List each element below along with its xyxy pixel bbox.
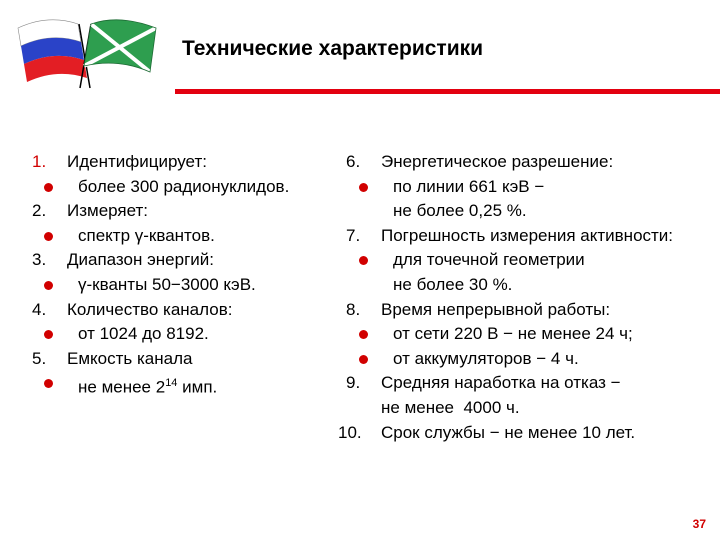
item-number: 5.: [32, 348, 47, 368]
item-number: 6.: [346, 152, 361, 171]
item-text: Идентифицирует:: [67, 152, 207, 171]
sub-item-text-prefix: не менее 2: [78, 378, 166, 397]
bullet-icon: [44, 379, 53, 388]
item-number: 1.: [32, 152, 47, 171]
item-number: 7.: [346, 225, 361, 245]
sub-item-continuation: [338, 199, 720, 224]
sub-item: [338, 322, 720, 347]
list-item: [338, 421, 720, 446]
bullet-icon: [359, 256, 368, 265]
sub-item-text: от 1024 до 8192.: [78, 324, 209, 344]
item-text: не менее 4000 ч.: [381, 397, 520, 417]
sub-item-text: γ-кванты 50−3000 кэВ.: [78, 274, 256, 294]
list-item: [20, 199, 360, 224]
bullet-icon: [359, 355, 368, 364]
item-text: Средняя наработка на отказ −: [381, 373, 621, 393]
list-item: [338, 224, 720, 249]
left-column: [20, 150, 360, 401]
bullet-icon: [44, 183, 53, 192]
sub-item: [20, 371, 360, 400]
title-divider: [175, 89, 720, 94]
sub-item-text: спектр γ-квантов.: [78, 225, 215, 245]
list-item: [20, 347, 360, 372]
sub-item: [20, 224, 360, 249]
item-number: 10.: [338, 422, 362, 442]
item-text: Срок службы − не менее 10 лет.: [381, 422, 636, 442]
green-ensign-flag-icon: [80, 20, 156, 88]
item-number: 4.: [32, 299, 47, 319]
flags-logo: [8, 14, 168, 90]
bullet-icon: [44, 232, 53, 241]
sub-item-continuation: [338, 273, 720, 298]
right-column: [338, 150, 720, 445]
sub-item-text: не более 30 %.: [393, 274, 513, 294]
list-item: [20, 150, 360, 175]
superscript-exponent: 14: [165, 377, 178, 390]
item-text: Время непрерывной работы:: [381, 299, 611, 319]
item-number: 3.: [32, 250, 47, 270]
list-item: [338, 150, 720, 175]
sub-item-text: не более 0,25 %.: [393, 201, 527, 221]
item-text: Емкость канала: [67, 348, 193, 368]
sub-item-text: для точечной геометрии: [393, 250, 585, 270]
sub-item-text: более 300 радионуклидов.: [78, 176, 290, 196]
russian-flag-icon: [18, 20, 90, 88]
bullet-icon: [44, 330, 53, 339]
sub-item: [338, 248, 720, 273]
sub-item: [20, 175, 360, 200]
item-text: Количество каналов:: [67, 299, 233, 319]
item-number: 2.: [32, 201, 47, 221]
item-text: Измеряет:: [67, 201, 149, 221]
bullet-icon: [359, 330, 368, 339]
list-item: [338, 371, 720, 396]
bullet-icon: [359, 183, 368, 192]
list-item-continuation: [338, 396, 720, 421]
list-item: [20, 248, 360, 273]
sub-item-text: от аккумуляторов − 4 ч.: [393, 348, 579, 368]
item-number: 9.: [346, 373, 361, 393]
item-text: Энергетическое разрешение:: [381, 152, 614, 171]
item-text: Диапазон энергий:: [67, 250, 214, 270]
sub-item: [20, 322, 360, 347]
sub-item: [338, 347, 720, 372]
sub-item-text: от сети 220 В − не менее 24 ч;: [393, 324, 633, 344]
page-number: 37: [692, 517, 706, 531]
sub-item-text: по линии 661 кэВ −: [393, 176, 545, 196]
sub-item: [338, 175, 720, 200]
list-item: [20, 298, 360, 323]
bullet-icon: [44, 281, 53, 290]
page-title: Технические характеристики: [182, 37, 484, 60]
sub-item: [20, 273, 360, 298]
sub-item-text-suffix: имп.: [177, 378, 218, 397]
list-item: [338, 298, 720, 323]
item-number: 8.: [346, 299, 361, 319]
item-text: Погрешность измерения активности:: [381, 225, 674, 245]
